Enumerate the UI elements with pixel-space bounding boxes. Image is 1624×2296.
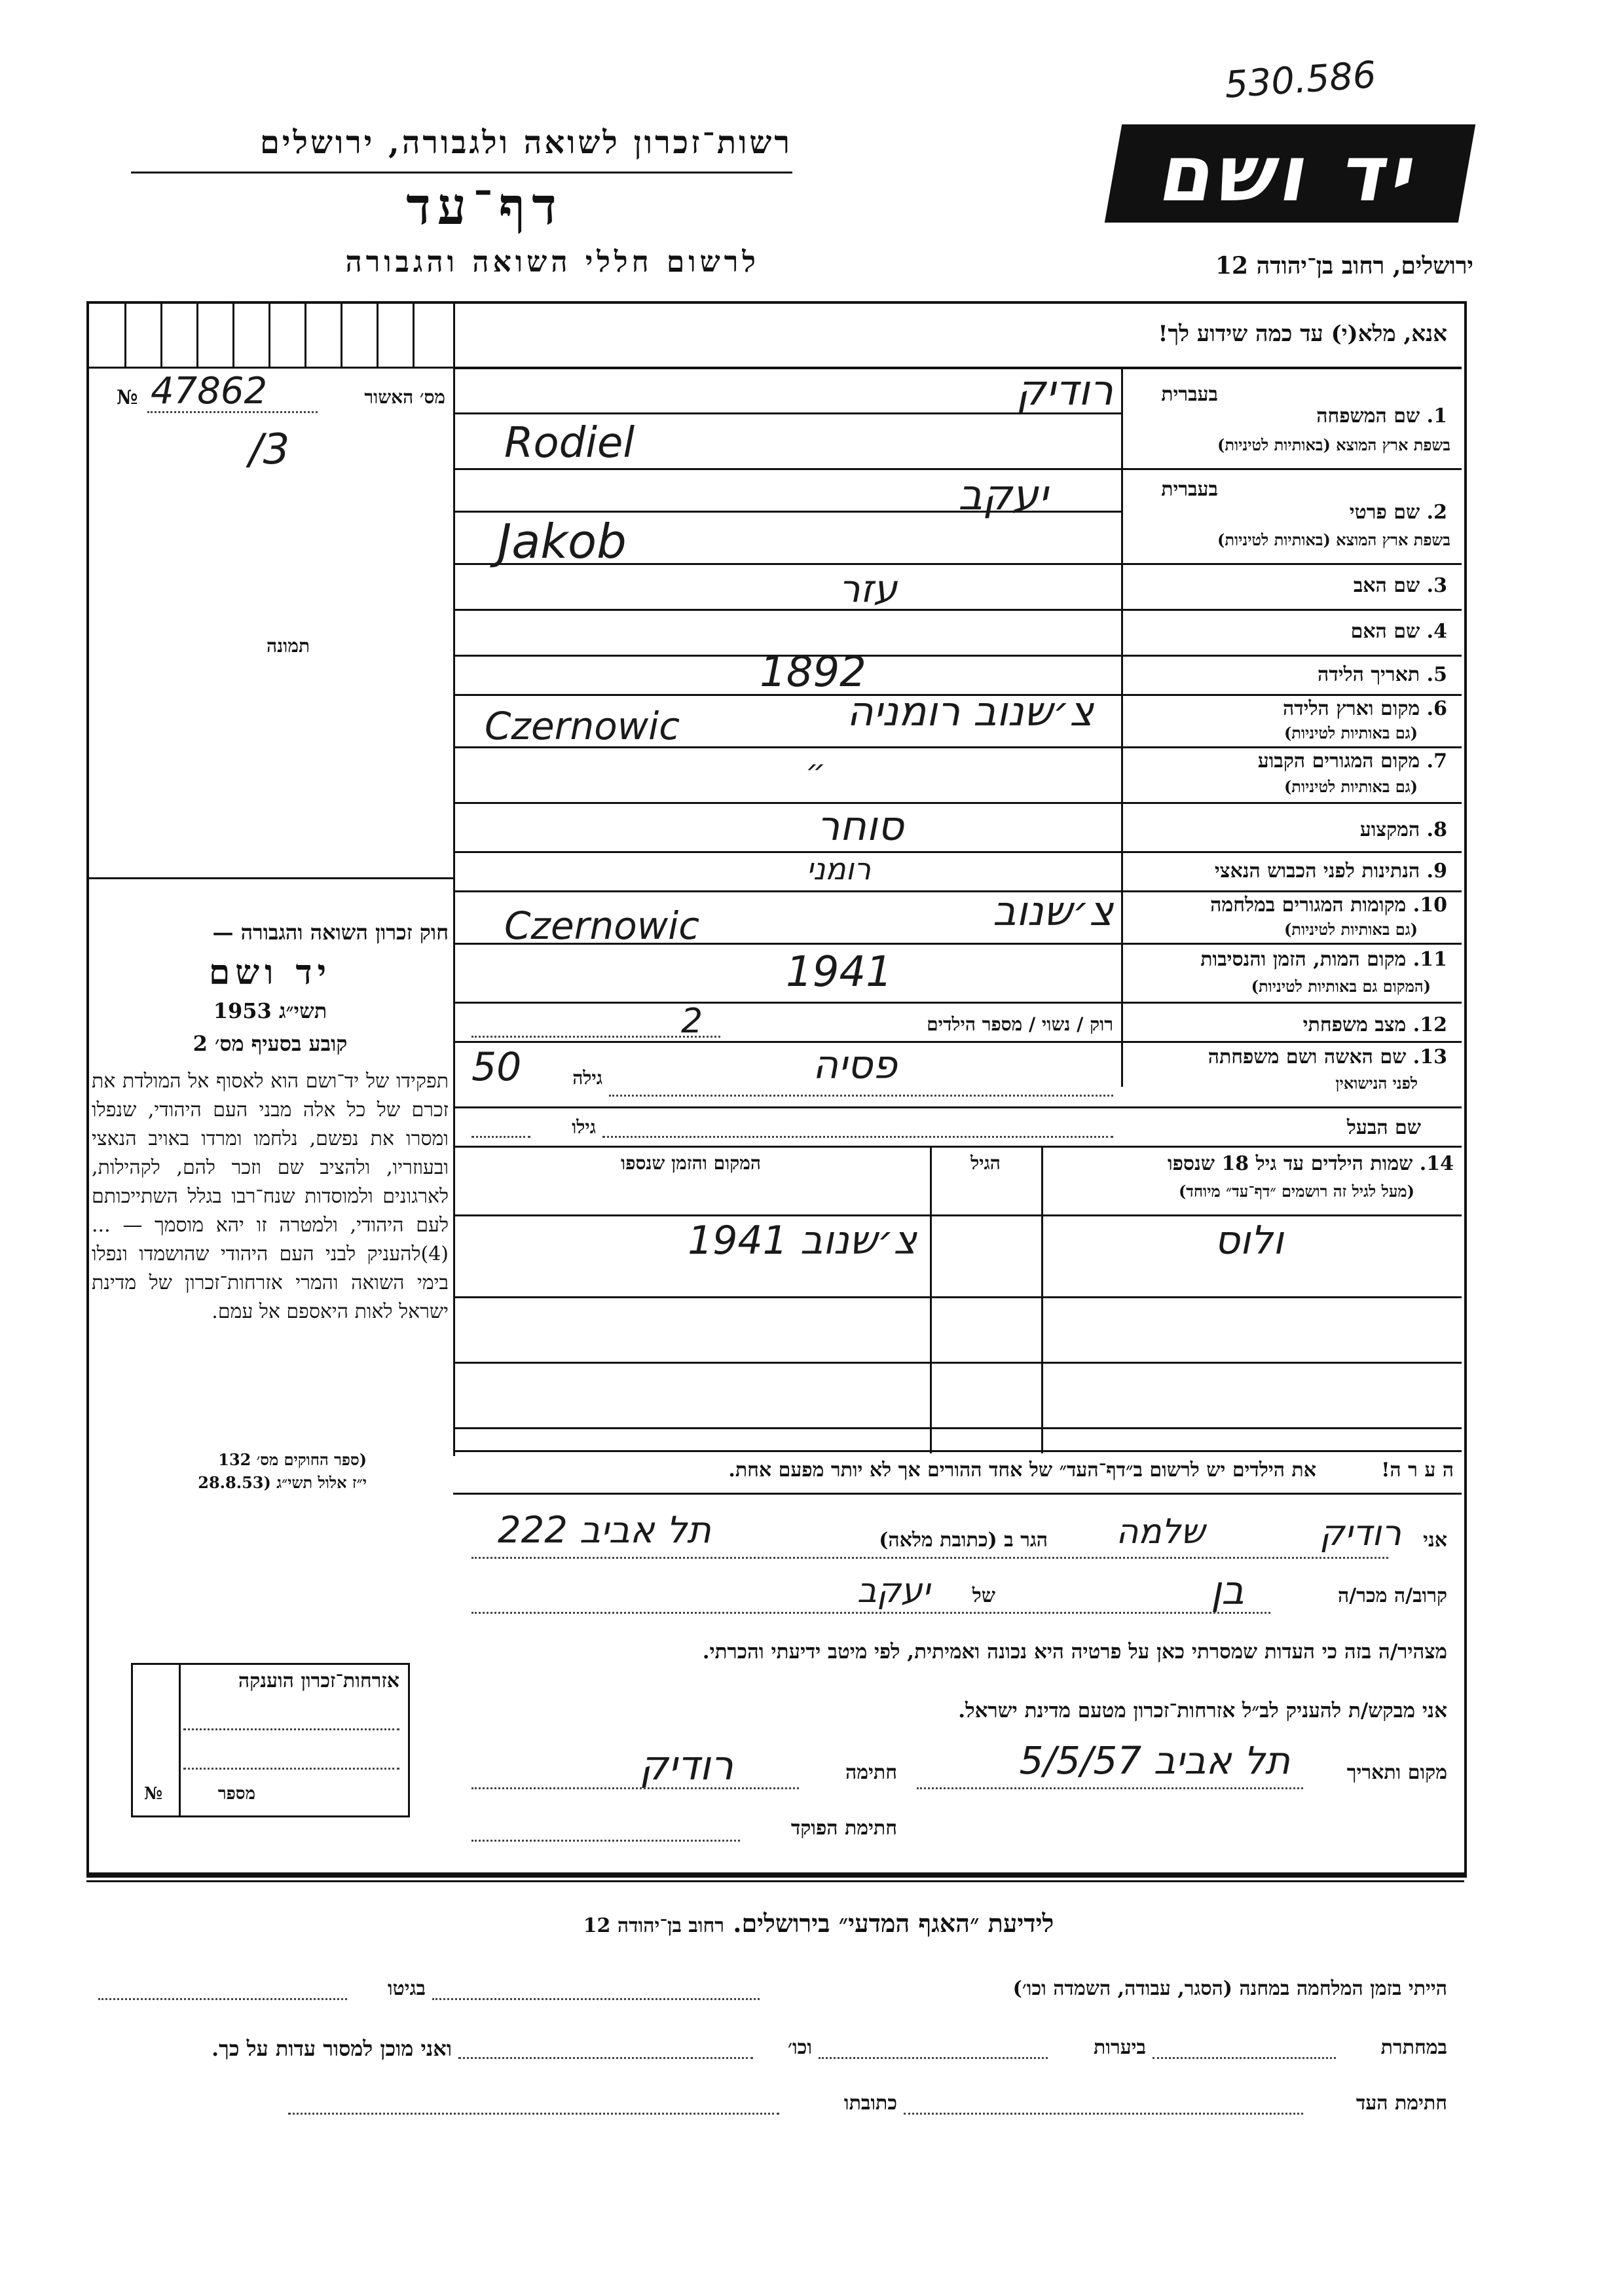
value-birthplace-lat: Czernowic xyxy=(485,704,680,748)
footer-dots-1 xyxy=(432,1998,760,2000)
form-subtitle: לרשום חללי השואה והגבורה xyxy=(345,246,760,279)
field-4-num: 4. xyxy=(1426,620,1447,643)
law-clause: קובע בסעיף מס׳ 2 xyxy=(193,1031,348,1056)
field-11-label xyxy=(1126,948,1447,971)
value-wife: פסיה xyxy=(812,1042,897,1088)
header-address: ירושלים, רחוב בן־יהודה 12 xyxy=(1215,252,1473,280)
field-6-num: 6. xyxy=(1426,697,1447,720)
children-place-header: המקום והזמן שנספו xyxy=(621,1152,761,1174)
footer-dots-2 xyxy=(98,1998,347,2000)
children-row-3 xyxy=(453,1427,1462,1429)
decl-request: אני מבקש/ת להעניק לב״ל אזרחות־זכרון מטעם מדינת ישראל. xyxy=(958,1699,1447,1722)
field-3-text: שם האב xyxy=(1353,574,1420,597)
decl-address-label: הגר ב (כתובת מלאה) xyxy=(879,1529,1048,1552)
field-2-text: שם פרטי xyxy=(1349,501,1420,524)
field-7-sub: (גם באותיות לטיניות) xyxy=(1283,777,1418,796)
tick-7 xyxy=(341,304,342,367)
field-11-num: 11. xyxy=(1412,948,1447,971)
field-12-label xyxy=(1126,1013,1447,1036)
footer-title-text: לידיעת ״האגף המדעי״ בירושלים. xyxy=(733,1908,1054,1938)
value-child-name: ולוס xyxy=(1214,1218,1283,1264)
tick-4 xyxy=(232,304,234,367)
note-top-line xyxy=(453,1450,1462,1452)
decl-official-label: חתימת הפוקד xyxy=(790,1817,897,1840)
wife-age-label: גילה xyxy=(572,1067,602,1089)
row-8-end xyxy=(453,851,1462,853)
photo-bottom-line xyxy=(86,877,453,879)
citizenship-box-number-prefix: № xyxy=(144,1784,163,1804)
decl-me-value: רודיק xyxy=(1319,1512,1401,1554)
footer-separator-2 xyxy=(86,1880,1464,1882)
note-label: ה ע ר ה! xyxy=(1381,1459,1454,1482)
value-child-place: צ׳שנוב 1941 xyxy=(688,1218,917,1264)
decl-of-value: יעקב xyxy=(857,1571,930,1611)
field-1-hebrew-tag: בעברית xyxy=(1161,383,1218,406)
row-13-end xyxy=(453,1106,1462,1108)
note-bottom-line xyxy=(453,1493,1462,1495)
field-5-label xyxy=(1126,663,1447,686)
decl-address-value: תל אביב 222 xyxy=(498,1509,711,1552)
citizenship-box-line-1 xyxy=(183,1728,399,1730)
approval-fraction: /3 xyxy=(249,426,290,474)
husband-age-label: גילו xyxy=(572,1116,596,1138)
decl-relation-label: קרוב/ה מכר/ה xyxy=(1338,1584,1447,1607)
value-children-count: 2 xyxy=(681,1002,703,1041)
field-4-label xyxy=(1126,620,1447,643)
yad-vashem-logo: יד ושם xyxy=(1105,124,1475,223)
field-11-text: מקום המות, הזמן והנסיבות xyxy=(1200,948,1407,971)
field-13-text: שם האשה ושם משפחתה xyxy=(1208,1046,1407,1068)
footer-underground: במחתרת xyxy=(1380,2036,1447,2059)
children-age-header: הגיל xyxy=(970,1152,1001,1174)
footer-ready: ואני מוכן למסור עדות על כך. xyxy=(211,2036,452,2061)
value-citizenship: רומני xyxy=(806,851,871,886)
field-9-num: 9. xyxy=(1426,860,1447,883)
tick-row-line xyxy=(86,367,453,369)
field-13-num: 13. xyxy=(1412,1046,1447,1068)
footer-separator-1 xyxy=(86,1872,1464,1875)
authority-title: רשות־זכרון לשואה ולגבורה, ירושלים xyxy=(259,124,792,161)
children-divider-1 xyxy=(930,1146,932,1453)
field-13-sub: לפני הנישואין xyxy=(1335,1074,1418,1093)
footer-address: רחוב בן־יהודה 12 xyxy=(583,1914,724,1937)
law-title: חוק זכרון השואה והגבורה — xyxy=(212,920,449,945)
footer-title xyxy=(458,1908,1179,1939)
row-1-end xyxy=(453,468,1462,470)
field-7-num: 7. xyxy=(1426,750,1447,773)
children-text: שמות הילדים עד גיל 18 שנספו xyxy=(1167,1152,1413,1175)
field-10-label xyxy=(1126,894,1447,917)
field-1-num: 1. xyxy=(1426,405,1447,428)
husband-age-line xyxy=(471,1136,530,1138)
field-2-num: 2. xyxy=(1426,501,1447,524)
husband-label: שם הבעל xyxy=(1346,1116,1421,1139)
field-10-sub: (גם באותיות לטיניות) xyxy=(1283,920,1418,939)
field-3-label xyxy=(1126,574,1447,597)
value-birthdate: 1892 xyxy=(760,648,866,697)
decl-signature-label: חתימה xyxy=(845,1761,897,1784)
decl-relation-value: בן xyxy=(1210,1568,1244,1614)
law-ref-2: י״ז אלול תשי״ג (28.8.53 xyxy=(198,1473,367,1492)
field-2-sub: בשפת ארץ המוצא (באותיות לטיניות) xyxy=(1217,530,1450,549)
tick-1 xyxy=(124,304,126,367)
children-row-1 xyxy=(453,1296,1462,1298)
decl-place-date-value: תל אביב 5/5/57 xyxy=(1019,1738,1290,1783)
tick-6 xyxy=(304,304,306,367)
decl-statement: מצהיר/ה בזה כי העדות שמסרתי כאן על פרטיה היא נכונה ואמיתית, לפי מיטב ידיעתי והכרתי. xyxy=(702,1640,1447,1664)
field-6-text: מקום וארץ הלידה xyxy=(1282,697,1420,720)
children-header-line xyxy=(453,1214,1462,1216)
field-12-text: מצב משפחתי xyxy=(1302,1013,1407,1036)
approval-number-line xyxy=(147,411,318,413)
decl-line-2 xyxy=(471,1612,1270,1614)
archive-number: 530.586 xyxy=(1223,54,1378,107)
field-7-label xyxy=(1126,750,1447,773)
footer-dots-6 xyxy=(904,2113,1303,2115)
tick-3 xyxy=(196,304,198,367)
value-wartime-residence-lat: Czernowic xyxy=(504,903,700,948)
footer-sig-label: חתימת העד xyxy=(1356,2092,1447,2115)
decl-line-3 xyxy=(917,1787,1303,1789)
field-9-text: הנתינות לפני הכבוש הנאצי xyxy=(1214,860,1420,883)
note-text: את הילדים יש לרשום ב״דף־העד״ של אחד ההורים אך לא יותר מפעם אחת. xyxy=(728,1459,1316,1482)
law-year: תשי״ג 1953 xyxy=(213,998,327,1023)
marital-options: רוק / נשוי / מספר הילדים xyxy=(927,1013,1113,1035)
field-8-num: 8. xyxy=(1426,818,1447,841)
field-1-text: שם המשפחה xyxy=(1316,405,1420,428)
field-5-text: תאריך הלידה xyxy=(1318,663,1420,686)
footer-forests: ביערות xyxy=(1093,2036,1146,2059)
field-8-label xyxy=(1126,818,1447,841)
header-underline xyxy=(131,172,792,173)
approval-number-value: 47862 xyxy=(151,370,268,412)
row-12-end xyxy=(453,1041,1462,1043)
decl-line-4 xyxy=(471,1787,799,1789)
law-ref-1: (ספר החוקים מס׳ 132 xyxy=(218,1450,367,1469)
marital-line xyxy=(471,1036,720,1038)
value-wartime-residence-he: צ׳שנוב xyxy=(992,887,1113,935)
value-birthplace-he: צ׳שנוב רומניה xyxy=(847,687,1094,735)
value-firstname-he: יעקב xyxy=(958,471,1048,520)
field-7-text: מקום המגורים הקבוע xyxy=(1257,750,1420,773)
footer-ghetto: בגיטו xyxy=(387,1977,426,2000)
field-2-hebrew-tag: בעברית xyxy=(1161,478,1218,501)
field-6-label xyxy=(1126,697,1447,720)
decl-line-1 xyxy=(471,1557,1388,1559)
field-5-num: 5. xyxy=(1426,663,1447,686)
field-1-label xyxy=(1126,405,1447,428)
children-label xyxy=(1044,1152,1454,1175)
decl-me-label: אני xyxy=(1423,1529,1447,1552)
approval-number-prefix: № xyxy=(117,386,138,409)
footer-etc: וכו׳ xyxy=(788,2036,812,2059)
footer-dots-4 xyxy=(819,2057,1048,2059)
children-divider-2 xyxy=(1041,1146,1043,1453)
form-title: דף־עד xyxy=(406,177,563,236)
law-name: יד ושם xyxy=(208,953,332,993)
field-1-sub: בשפת ארץ המוצא (באותיות לטיניות) xyxy=(1217,435,1450,454)
row-11-end xyxy=(453,1002,1462,1004)
footer-dots-5 xyxy=(458,2057,753,2059)
footer-dots-3 xyxy=(1153,2057,1336,2059)
decl-signature-value: רודיק xyxy=(639,1741,733,1789)
field-10-num: 10. xyxy=(1412,894,1447,917)
approval-number-label: מס׳ האשור xyxy=(364,386,445,408)
footer-dots-7 xyxy=(288,2113,779,2115)
field-10-text: מקומות המגורים במלחמה xyxy=(1210,894,1407,917)
children-sub: (מעל לגיל זה רושמים ״דף־עד״ מיוחד) xyxy=(1178,1182,1414,1201)
footer-addr-label: כתובתו xyxy=(843,2092,897,2115)
law-text: תפקידו של יד־ושם הוא לאסוף אל המולדת את זכרם של כל אלה מבני העם היהודי, שנפלו ומסרו את נפשם, נלחמו ומרדו באויב הנאצי ובעוזריו, ולהציב שם וזכר להם, לקהילות, לארגונים ולמוסדות שנח־רבו בגלל השתייכותם לעם היהודי, ולמטרה זו יהא מוסמך — ...(4)להעניק לבני העם היהודי שהושמדו ונפלו בימי השואה והמרי אזרחות־זכרון של מדינת ישראל לאות היאספם אל עמם. xyxy=(92,1070,449,1323)
field-9-label xyxy=(1126,860,1447,883)
husband-line xyxy=(602,1136,1113,1138)
tick-8 xyxy=(377,304,378,367)
value-profession: סוחר xyxy=(817,802,904,850)
field-8-text: המקצוע xyxy=(1359,818,1420,841)
value-wife-age: 50 xyxy=(471,1044,522,1090)
field-12-num: 12. xyxy=(1412,1013,1447,1036)
tick-2 xyxy=(160,304,162,367)
value-death: 1941 xyxy=(786,948,893,996)
field-13-label xyxy=(1126,1046,1447,1068)
decl-place-date-label: מקום ותאריך xyxy=(1346,1761,1447,1784)
tick-5 xyxy=(268,304,270,367)
wife-line xyxy=(609,1095,1113,1097)
value-surname-lat: Rodiel xyxy=(504,419,635,467)
field-2-label xyxy=(1126,501,1447,524)
decl-first-value: שלמה xyxy=(1116,1512,1205,1552)
value-firstname-lat: Jakob xyxy=(498,514,627,569)
tick-9 xyxy=(413,304,415,367)
value-residence: ״ xyxy=(805,753,826,790)
citizenship-box-title: אזרחות־זכרון הוענקה xyxy=(238,1669,399,1692)
field-11-sub: (המקום גם באותיות לטיניות) xyxy=(1251,977,1431,996)
value-father: עזר xyxy=(838,566,897,611)
field-3-num: 3. xyxy=(1426,574,1447,597)
row-4-end xyxy=(453,655,1462,657)
citizenship-box-line-2 xyxy=(183,1768,399,1770)
decl-line-5 xyxy=(471,1840,740,1842)
children-row-2 xyxy=(453,1362,1462,1364)
instruction: אנא, מלא(י) עד כמה שידוע לך! xyxy=(1158,321,1447,347)
citizenship-box-number-label: מספר xyxy=(217,1784,255,1804)
row-3-end xyxy=(453,609,1462,611)
field-4-text: שם האם xyxy=(1350,620,1420,643)
value-surname-he: רודיק xyxy=(1016,367,1113,415)
children-num: 14. xyxy=(1419,1152,1454,1175)
photo-label: תמונה xyxy=(266,635,310,657)
footer-line-1: הייתי בזמן המלחמה במחנה (הסגר, עבודה, השמדה וכו׳) xyxy=(1012,1977,1447,2000)
decl-of-label: של xyxy=(972,1584,995,1607)
left-column-divider xyxy=(453,304,455,1456)
row-7-end xyxy=(453,802,1462,804)
row-husband-end xyxy=(453,1146,1462,1148)
field-6-sub: (גם באותיות לטיניות) xyxy=(1283,723,1418,742)
